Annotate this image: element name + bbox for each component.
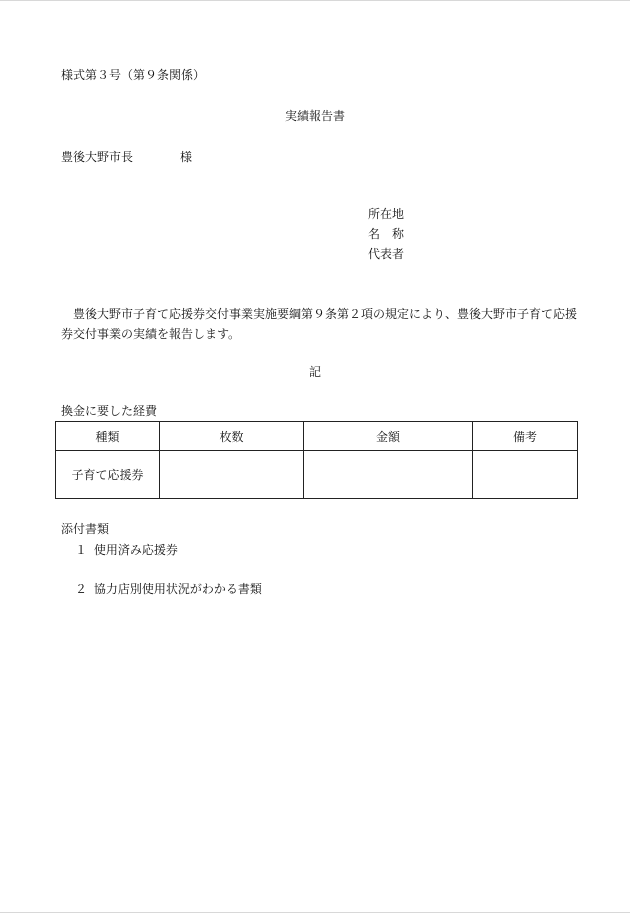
page-top-edge: [0, 0, 630, 1]
page-bottom-edge: [0, 912, 630, 913]
expense-table-header-row: [56, 422, 578, 451]
representative-label: 代表者: [368, 247, 405, 261]
table-row: [56, 451, 578, 499]
attachment-text: 協力店別使用状況がわかる書類: [93, 582, 262, 596]
name-label-second: 称: [392, 227, 405, 241]
expense-table: [55, 421, 578, 499]
attachment-number: ２: [75, 582, 88, 596]
cell-count[interactable]: [160, 451, 304, 499]
addressee-mayor: 豊後大野市長: [61, 150, 134, 164]
cell-remarks[interactable]: [473, 451, 578, 499]
column-header-remarks: 備考: [473, 422, 578, 451]
name-label-first: 名: [368, 227, 381, 241]
column-header-type: 種類: [56, 422, 160, 451]
cell-amount[interactable]: [304, 451, 473, 499]
attachment-item: [75, 581, 262, 597]
attachment-number: １: [75, 543, 88, 557]
attachments-heading: 添付書類: [61, 522, 110, 536]
report-body-text: 豊後大野市子育て応援券交付事業実施要綱第９条第２項の規定により、豊後大野市子育て応援券交付事業の実績を報告します。: [61, 307, 578, 341]
document-title: 実績報告書: [284, 109, 345, 123]
attachment-text: 使用済み応援券: [93, 543, 178, 557]
ki-heading: 記: [308, 365, 321, 379]
column-header-amount: 金額: [304, 422, 473, 451]
expense-heading: 換金に要した経費: [61, 404, 158, 418]
form-number: 様式第３号（第９条関係）: [61, 68, 206, 82]
address-label: 所在地: [368, 207, 405, 221]
name-label: [368, 226, 404, 242]
column-header-count: 枚数: [160, 422, 304, 451]
addressee-honorific: 様: [180, 150, 193, 164]
cell-type: 子育て応援券: [56, 451, 160, 499]
attachment-item: [75, 542, 178, 558]
